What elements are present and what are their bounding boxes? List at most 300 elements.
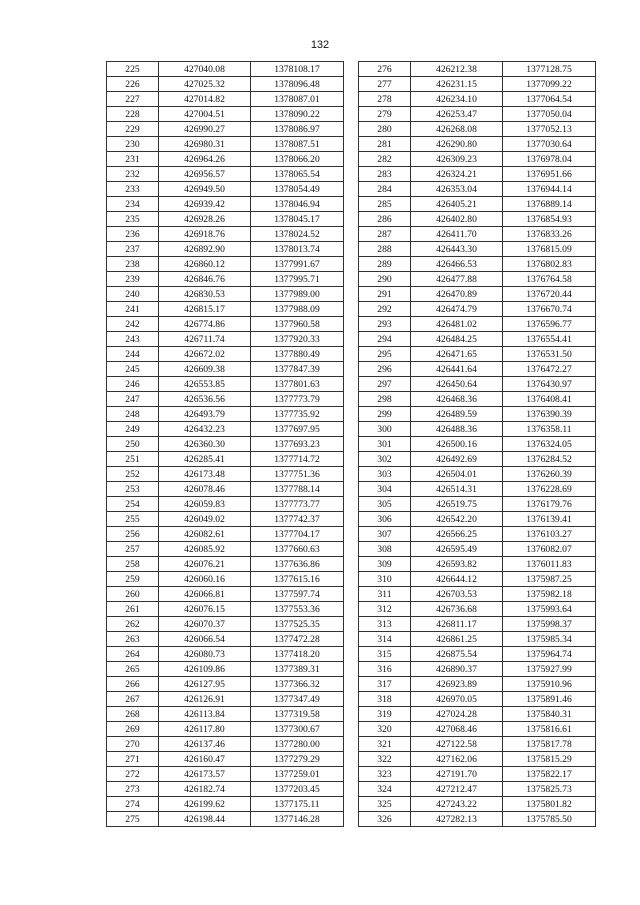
- table-row: [107, 482, 344, 497]
- y-coordinate-cell: 1375985.34: [503, 632, 596, 647]
- x-coordinate-cell: 427024.28: [411, 707, 503, 722]
- point-number-cell: 241: [107, 302, 159, 317]
- table-row: [359, 722, 596, 737]
- y-coordinate-cell: 1377693.23: [251, 437, 344, 452]
- point-number-cell: 231: [107, 152, 159, 167]
- table-row: [107, 407, 344, 422]
- x-coordinate-cell: 426860.12: [159, 257, 251, 272]
- x-coordinate-cell: 426923.89: [411, 677, 503, 692]
- x-coordinate-cell: 426470.89: [411, 287, 503, 302]
- point-number-cell: 304: [359, 482, 411, 497]
- table-row: [107, 707, 344, 722]
- point-number-cell: 261: [107, 602, 159, 617]
- table-row: [359, 167, 596, 182]
- x-coordinate-cell: 426066.81: [159, 587, 251, 602]
- y-coordinate-cell: 1377052.13: [503, 122, 596, 137]
- y-coordinate-cell: 1375910.96: [503, 677, 596, 692]
- table-row: [359, 527, 596, 542]
- point-number-cell: 319: [359, 707, 411, 722]
- x-coordinate-cell: 426137.46: [159, 737, 251, 752]
- table-row: [107, 752, 344, 767]
- point-number-cell: 254: [107, 497, 159, 512]
- table-row: [107, 587, 344, 602]
- point-number-cell: 235: [107, 212, 159, 227]
- y-coordinate-cell: 1377801.63: [251, 377, 344, 392]
- x-coordinate-cell: 426514.31: [411, 482, 503, 497]
- x-coordinate-cell: 426076.15: [159, 602, 251, 617]
- y-coordinate-cell: 1376472.27: [503, 362, 596, 377]
- x-coordinate-cell: 426949.50: [159, 182, 251, 197]
- x-coordinate-cell: 426360.30: [159, 437, 251, 452]
- y-coordinate-cell: 1378090.22: [251, 107, 344, 122]
- point-number-cell: 269: [107, 722, 159, 737]
- x-coordinate-cell: 426060.16: [159, 572, 251, 587]
- y-coordinate-cell: 1376889.14: [503, 197, 596, 212]
- x-coordinate-cell: 426711.74: [159, 332, 251, 347]
- point-number-cell: 305: [359, 497, 411, 512]
- y-coordinate-cell: 1375998.37: [503, 617, 596, 632]
- x-coordinate-cell: 426488.36: [411, 422, 503, 437]
- x-coordinate-cell: 426928.26: [159, 212, 251, 227]
- x-coordinate-cell: 426875.54: [411, 647, 503, 662]
- table-row: [359, 302, 596, 317]
- y-coordinate-cell: 1377660.63: [251, 542, 344, 557]
- table-row: [107, 602, 344, 617]
- table-row: [107, 137, 344, 152]
- y-coordinate-cell: 1375964.74: [503, 647, 596, 662]
- x-coordinate-cell: 426085.92: [159, 542, 251, 557]
- y-coordinate-cell: 1377259.01: [251, 767, 344, 782]
- y-coordinate-cell: 1377989.00: [251, 287, 344, 302]
- x-coordinate-cell: 426231.15: [411, 77, 503, 92]
- table-row: [359, 332, 596, 347]
- table-row: [359, 92, 596, 107]
- x-coordinate-cell: 426411.70: [411, 227, 503, 242]
- table-row: [359, 677, 596, 692]
- x-coordinate-cell: 426477.88: [411, 272, 503, 287]
- y-coordinate-cell: 1375825.73: [503, 782, 596, 797]
- x-coordinate-cell: 426441.64: [411, 362, 503, 377]
- y-coordinate-cell: 1376531.50: [503, 347, 596, 362]
- table-row: [359, 407, 596, 422]
- x-coordinate-cell: 426593.82: [411, 557, 503, 572]
- y-coordinate-cell: 1377704.17: [251, 527, 344, 542]
- y-coordinate-cell: 1375891.46: [503, 692, 596, 707]
- point-number-cell: 294: [359, 332, 411, 347]
- table-row: [359, 587, 596, 602]
- table-row: [359, 317, 596, 332]
- point-number-cell: 325: [359, 797, 411, 812]
- table-row: [359, 107, 596, 122]
- y-coordinate-cell: 1375785.50: [503, 812, 596, 827]
- table-row: [107, 332, 344, 347]
- x-coordinate-cell: 426290.80: [411, 137, 503, 152]
- y-coordinate-cell: 1378096.48: [251, 77, 344, 92]
- y-coordinate-cell: 1376082.07: [503, 542, 596, 557]
- y-coordinate-cell: 1376815.09: [503, 242, 596, 257]
- table-row: [359, 212, 596, 227]
- point-number-cell: 250: [107, 437, 159, 452]
- y-coordinate-cell: 1377773.77: [251, 497, 344, 512]
- point-number-cell: 318: [359, 692, 411, 707]
- y-coordinate-cell: 1376228.69: [503, 482, 596, 497]
- x-coordinate-cell: 426212.38: [411, 62, 503, 77]
- point-number-cell: 292: [359, 302, 411, 317]
- y-coordinate-cell: 1378013.74: [251, 242, 344, 257]
- table-row: [107, 302, 344, 317]
- table-row: [107, 632, 344, 647]
- x-coordinate-cell: 427014.82: [159, 92, 251, 107]
- point-number-cell: 251: [107, 452, 159, 467]
- y-coordinate-cell: 1377319.58: [251, 707, 344, 722]
- table-row: [359, 482, 596, 497]
- point-number-cell: 240: [107, 287, 159, 302]
- point-number-cell: 324: [359, 782, 411, 797]
- x-coordinate-cell: 426173.57: [159, 767, 251, 782]
- x-coordinate-cell: 426939.42: [159, 197, 251, 212]
- y-coordinate-cell: 1377279.29: [251, 752, 344, 767]
- y-coordinate-cell: 1375822.17: [503, 767, 596, 782]
- y-coordinate-cell: 1377773.79: [251, 392, 344, 407]
- y-coordinate-cell: 1377366.32: [251, 677, 344, 692]
- coordinates-table-right: [358, 61, 596, 827]
- table-row: [359, 692, 596, 707]
- y-coordinate-cell: 1375817.78: [503, 737, 596, 752]
- y-coordinate-cell: 1376670.74: [503, 302, 596, 317]
- point-number-cell: 262: [107, 617, 159, 632]
- x-coordinate-cell: 426736.68: [411, 602, 503, 617]
- x-coordinate-cell: 427243.22: [411, 797, 503, 812]
- table-row: [107, 737, 344, 752]
- y-coordinate-cell: 1377988.09: [251, 302, 344, 317]
- y-coordinate-cell: 1376854.93: [503, 212, 596, 227]
- point-number-cell: 256: [107, 527, 159, 542]
- x-coordinate-cell: 426082.61: [159, 527, 251, 542]
- point-number-cell: 303: [359, 467, 411, 482]
- table-row: [359, 737, 596, 752]
- table-row: [107, 422, 344, 437]
- table-row: [107, 152, 344, 167]
- x-coordinate-cell: 427040.08: [159, 62, 251, 77]
- point-number-cell: 270: [107, 737, 159, 752]
- x-coordinate-cell: 426405.21: [411, 197, 503, 212]
- point-number-cell: 234: [107, 197, 159, 212]
- x-coordinate-cell: 426353.04: [411, 182, 503, 197]
- table-row: [359, 602, 596, 617]
- x-coordinate-cell: 427025.32: [159, 77, 251, 92]
- x-coordinate-cell: 426466.53: [411, 257, 503, 272]
- y-coordinate-cell: 1378054.49: [251, 182, 344, 197]
- point-number-cell: 286: [359, 212, 411, 227]
- point-number-cell: 321: [359, 737, 411, 752]
- table-row: [107, 62, 344, 77]
- y-coordinate-cell: 1376554.41: [503, 332, 596, 347]
- point-number-cell: 317: [359, 677, 411, 692]
- point-number-cell: 232: [107, 167, 159, 182]
- x-coordinate-cell: 426892.90: [159, 242, 251, 257]
- point-number-cell: 267: [107, 692, 159, 707]
- x-coordinate-cell: 426468.36: [411, 392, 503, 407]
- x-coordinate-cell: 426471.65: [411, 347, 503, 362]
- y-coordinate-cell: 1377615.16: [251, 572, 344, 587]
- table-row: [359, 617, 596, 632]
- table-row: [107, 452, 344, 467]
- point-number-cell: 274: [107, 797, 159, 812]
- y-coordinate-cell: 1377347.49: [251, 692, 344, 707]
- y-coordinate-cell: 1377472.28: [251, 632, 344, 647]
- point-number-cell: 316: [359, 662, 411, 677]
- x-coordinate-cell: 426489.59: [411, 407, 503, 422]
- point-number-cell: 236: [107, 227, 159, 242]
- y-coordinate-cell: 1378046.94: [251, 197, 344, 212]
- table-row: [359, 662, 596, 677]
- table-row: [359, 632, 596, 647]
- table-row: [359, 137, 596, 152]
- x-coordinate-cell: 427191.70: [411, 767, 503, 782]
- table-row: [359, 377, 596, 392]
- point-number-cell: 293: [359, 317, 411, 332]
- table-row: [107, 812, 344, 827]
- y-coordinate-cell: 1377418.20: [251, 647, 344, 662]
- point-number-cell: 284: [359, 182, 411, 197]
- point-number-cell: 280: [359, 122, 411, 137]
- y-coordinate-cell: 1376284.52: [503, 452, 596, 467]
- x-coordinate-cell: 426443.30: [411, 242, 503, 257]
- point-number-cell: 245: [107, 362, 159, 377]
- point-number-cell: 300: [359, 422, 411, 437]
- page-number: 132: [310, 39, 330, 51]
- point-number-cell: 279: [359, 107, 411, 122]
- point-number-cell: 307: [359, 527, 411, 542]
- x-coordinate-cell: 426484.25: [411, 332, 503, 347]
- x-coordinate-cell: 426811.17: [411, 617, 503, 632]
- point-number-cell: 323: [359, 767, 411, 782]
- point-number-cell: 285: [359, 197, 411, 212]
- table-row: [107, 782, 344, 797]
- x-coordinate-cell: 426493.79: [159, 407, 251, 422]
- x-coordinate-cell: 426127.95: [159, 677, 251, 692]
- y-coordinate-cell: 1377203.45: [251, 782, 344, 797]
- x-coordinate-cell: 426861.25: [411, 632, 503, 647]
- point-number-cell: 309: [359, 557, 411, 572]
- y-coordinate-cell: 1376978.04: [503, 152, 596, 167]
- table-row: [107, 242, 344, 257]
- point-number-cell: 226: [107, 77, 159, 92]
- point-number-cell: 259: [107, 572, 159, 587]
- table-row: [359, 347, 596, 362]
- y-coordinate-cell: 1377099.22: [503, 77, 596, 92]
- y-coordinate-cell: 1376720.44: [503, 287, 596, 302]
- x-coordinate-cell: 426536.56: [159, 392, 251, 407]
- point-number-cell: 322: [359, 752, 411, 767]
- x-coordinate-cell: 426066.54: [159, 632, 251, 647]
- y-coordinate-cell: 1378024.52: [251, 227, 344, 242]
- point-number-cell: 238: [107, 257, 159, 272]
- y-coordinate-cell: 1376833.26: [503, 227, 596, 242]
- x-coordinate-cell: 427004.51: [159, 107, 251, 122]
- y-coordinate-cell: 1376011.83: [503, 557, 596, 572]
- table-row: [359, 362, 596, 377]
- point-number-cell: 311: [359, 587, 411, 602]
- table-row: [359, 452, 596, 467]
- table-row: [359, 437, 596, 452]
- table-row: [359, 272, 596, 287]
- point-number-cell: 255: [107, 512, 159, 527]
- x-coordinate-cell: 426774.86: [159, 317, 251, 332]
- point-number-cell: 265: [107, 662, 159, 677]
- table-row: [359, 797, 596, 812]
- table-row: [359, 227, 596, 242]
- point-number-cell: 306: [359, 512, 411, 527]
- point-number-cell: 244: [107, 347, 159, 362]
- point-number-cell: 253: [107, 482, 159, 497]
- y-coordinate-cell: 1375987.25: [503, 572, 596, 587]
- x-coordinate-cell: 426672.02: [159, 347, 251, 362]
- point-number-cell: 314: [359, 632, 411, 647]
- table-row: [107, 122, 344, 137]
- x-coordinate-cell: 426553.85: [159, 377, 251, 392]
- table-row: [107, 197, 344, 212]
- point-number-cell: 263: [107, 632, 159, 647]
- x-coordinate-cell: 426080.73: [159, 647, 251, 662]
- point-number-cell: 287: [359, 227, 411, 242]
- y-coordinate-cell: 1375993.64: [503, 602, 596, 617]
- table-row: [107, 677, 344, 692]
- point-number-cell: 266: [107, 677, 159, 692]
- y-coordinate-cell: 1377175.11: [251, 797, 344, 812]
- x-coordinate-cell: 426309.23: [411, 152, 503, 167]
- point-number-cell: 326: [359, 812, 411, 827]
- table-row: [359, 497, 596, 512]
- point-number-cell: 297: [359, 377, 411, 392]
- x-coordinate-cell: 426846.76: [159, 272, 251, 287]
- table-row: [107, 227, 344, 242]
- table-row: [359, 62, 596, 77]
- table-row: [359, 707, 596, 722]
- y-coordinate-cell: 1377146.28: [251, 812, 344, 827]
- y-coordinate-cell: 1376596.77: [503, 317, 596, 332]
- point-number-cell: 264: [107, 647, 159, 662]
- table-row: [107, 467, 344, 482]
- y-coordinate-cell: 1376260.39: [503, 467, 596, 482]
- y-coordinate-cell: 1376103.27: [503, 527, 596, 542]
- y-coordinate-cell: 1376430.97: [503, 377, 596, 392]
- point-number-cell: 299: [359, 407, 411, 422]
- y-coordinate-cell: 1376358.11: [503, 422, 596, 437]
- y-coordinate-cell: 1376951.66: [503, 167, 596, 182]
- table-row: [359, 242, 596, 257]
- y-coordinate-cell: 1376764.58: [503, 272, 596, 287]
- point-number-cell: 247: [107, 392, 159, 407]
- table-row: [107, 527, 344, 542]
- point-number-cell: 246: [107, 377, 159, 392]
- table-row: [107, 437, 344, 452]
- x-coordinate-cell: 427212.47: [411, 782, 503, 797]
- y-coordinate-cell: 1378065.54: [251, 167, 344, 182]
- point-number-cell: 282: [359, 152, 411, 167]
- y-coordinate-cell: 1375927.99: [503, 662, 596, 677]
- y-coordinate-cell: 1377050.04: [503, 107, 596, 122]
- y-coordinate-cell: 1377128.75: [503, 62, 596, 77]
- point-number-cell: 289: [359, 257, 411, 272]
- point-number-cell: 313: [359, 617, 411, 632]
- table-row: [107, 722, 344, 737]
- x-coordinate-cell: 426703.53: [411, 587, 503, 602]
- point-number-cell: 230: [107, 137, 159, 152]
- point-number-cell: 281: [359, 137, 411, 152]
- table-row: [359, 257, 596, 272]
- point-number-cell: 310: [359, 572, 411, 587]
- table-row: [107, 107, 344, 122]
- y-coordinate-cell: 1375982.18: [503, 587, 596, 602]
- point-number-cell: 275: [107, 812, 159, 827]
- y-coordinate-cell: 1377751.36: [251, 467, 344, 482]
- y-coordinate-cell: 1377920.33: [251, 332, 344, 347]
- x-coordinate-cell: 426160.47: [159, 752, 251, 767]
- point-number-cell: 260: [107, 587, 159, 602]
- x-coordinate-cell: 426059.83: [159, 497, 251, 512]
- table-row: [107, 77, 344, 92]
- y-coordinate-cell: 1378045.17: [251, 212, 344, 227]
- x-coordinate-cell: 426474.79: [411, 302, 503, 317]
- point-number-cell: 252: [107, 467, 159, 482]
- table-row: [359, 767, 596, 782]
- y-coordinate-cell: 1377597.74: [251, 587, 344, 602]
- table-row: [359, 77, 596, 92]
- point-number-cell: 272: [107, 767, 159, 782]
- table-row: [107, 212, 344, 227]
- point-number-cell: 242: [107, 317, 159, 332]
- y-coordinate-cell: 1378087.01: [251, 92, 344, 107]
- y-coordinate-cell: 1377030.64: [503, 137, 596, 152]
- y-coordinate-cell: 1378087.51: [251, 137, 344, 152]
- y-coordinate-cell: 1376944.14: [503, 182, 596, 197]
- x-coordinate-cell: 426117.80: [159, 722, 251, 737]
- y-coordinate-cell: 1375801.82: [503, 797, 596, 812]
- x-coordinate-cell: 426253.47: [411, 107, 503, 122]
- table-row: [359, 422, 596, 437]
- y-coordinate-cell: 1377300.67: [251, 722, 344, 737]
- point-number-cell: 278: [359, 92, 411, 107]
- x-coordinate-cell: 426990.27: [159, 122, 251, 137]
- y-coordinate-cell: 1377991.67: [251, 257, 344, 272]
- y-coordinate-cell: 1375816.61: [503, 722, 596, 737]
- point-number-cell: 308: [359, 542, 411, 557]
- point-number-cell: 248: [107, 407, 159, 422]
- table-row: [107, 362, 344, 377]
- y-coordinate-cell: 1376390.39: [503, 407, 596, 422]
- table-row: [107, 767, 344, 782]
- table-row: [359, 782, 596, 797]
- x-coordinate-cell: 426481.02: [411, 317, 503, 332]
- y-coordinate-cell: 1377960.58: [251, 317, 344, 332]
- y-coordinate-cell: 1375840.31: [503, 707, 596, 722]
- point-number-cell: 320: [359, 722, 411, 737]
- table-row: [107, 257, 344, 272]
- point-number-cell: 290: [359, 272, 411, 287]
- point-number-cell: 243: [107, 332, 159, 347]
- x-coordinate-cell: 426890.37: [411, 662, 503, 677]
- point-number-cell: 271: [107, 752, 159, 767]
- y-coordinate-cell: 1376408.41: [503, 392, 596, 407]
- table-row: [107, 692, 344, 707]
- x-coordinate-cell: 426199.62: [159, 797, 251, 812]
- point-number-cell: 301: [359, 437, 411, 452]
- x-coordinate-cell: 427068.46: [411, 722, 503, 737]
- y-coordinate-cell: 1377714.72: [251, 452, 344, 467]
- point-number-cell: 302: [359, 452, 411, 467]
- x-coordinate-cell: 426324.21: [411, 167, 503, 182]
